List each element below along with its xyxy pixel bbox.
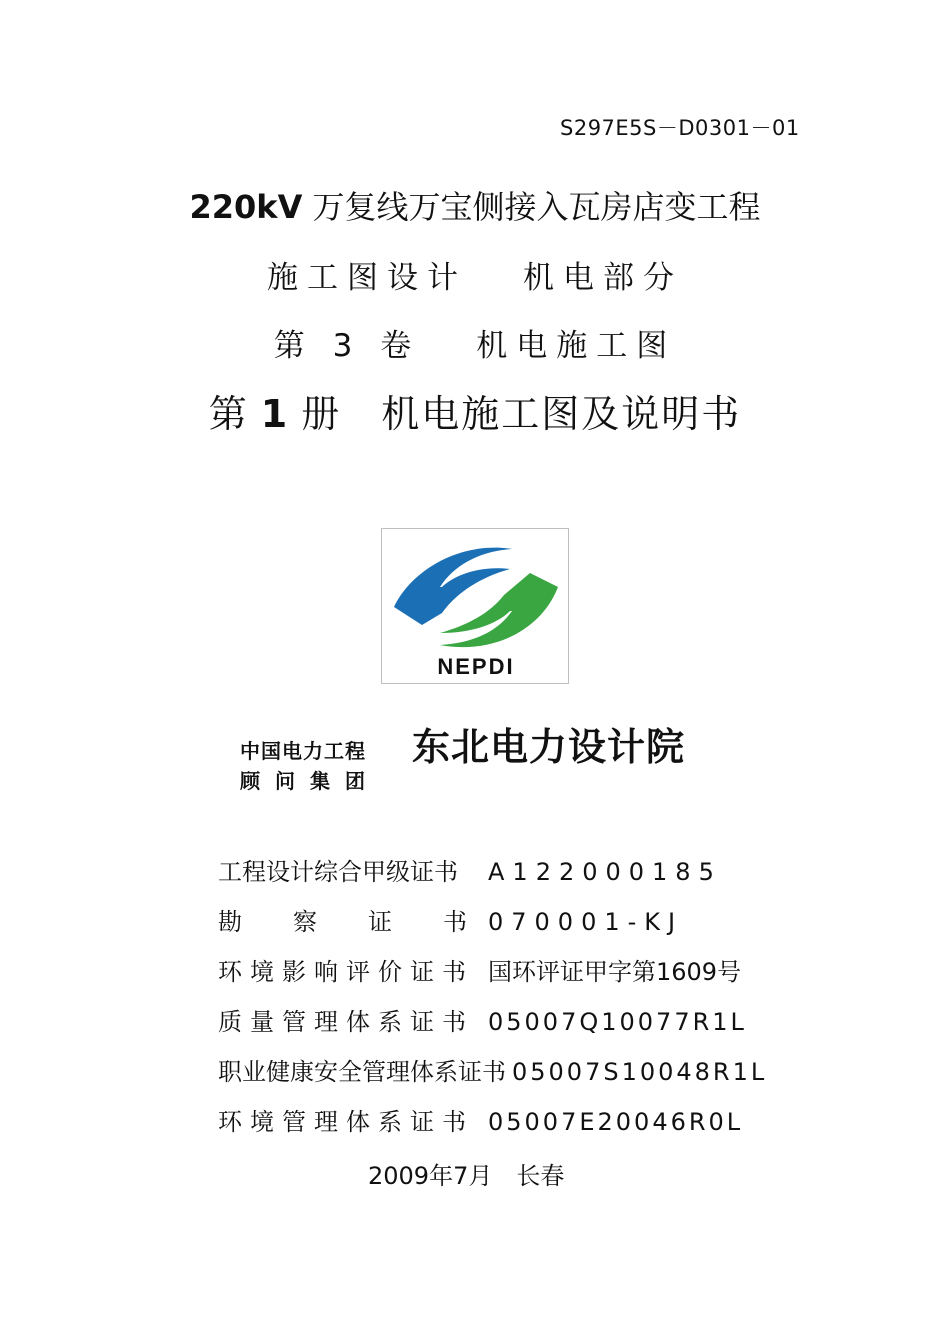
- cert-label: 勘察证书: [218, 908, 518, 936]
- cert-row: [218, 1052, 767, 1087]
- book-number: 1: [260, 392, 290, 436]
- volume-line: [0, 320, 950, 365]
- project-name: 万复线万宝侧接入瓦房店变工程: [312, 188, 761, 226]
- cert-label: 职业健康安全管理体系证书: [218, 1058, 506, 1086]
- book-title: 机电施工图及说明书: [381, 392, 742, 436]
- logo-text: NEPDI: [437, 654, 515, 679]
- issue-footer: [368, 1156, 564, 1191]
- cert-value: 070001-KJ: [488, 908, 684, 936]
- cert-value: A122000185: [488, 858, 722, 886]
- book-prefix: 第: [208, 392, 249, 436]
- cert-value: 05007S10048R1L: [512, 1058, 768, 1086]
- volume-number: 第 3 卷: [273, 328, 421, 364]
- nepdi-logo-icon: [382, 529, 568, 683]
- design-part: 机电部分: [523, 260, 683, 296]
- cert-row: [218, 902, 683, 937]
- cert-row: [218, 952, 741, 987]
- project-voltage: 220kV: [189, 188, 303, 226]
- document-code: S297E5S－D0301－01: [560, 116, 800, 140]
- cert-label: 质量管理体系证书: [218, 1008, 474, 1036]
- volume-title: 机电施工图: [476, 328, 677, 364]
- design-stage: 施工图设计: [267, 260, 467, 296]
- design-stage-line: [0, 252, 950, 297]
- project-title: [0, 182, 950, 228]
- cert-value: 05007Q10077R1L: [488, 1008, 747, 1036]
- institute-name: 东北电力设计院: [412, 725, 686, 769]
- cert-value: 国环评证甲字第1609号: [488, 958, 742, 986]
- issue-city: 长春: [516, 1162, 565, 1190]
- cert-row: [218, 1002, 747, 1037]
- cert-value: 05007E20046R0L: [488, 1108, 744, 1136]
- cert-label: 环境管理体系证书: [218, 1108, 474, 1136]
- cert-label: 工程设计综合甲级证书: [218, 858, 458, 886]
- group-name-line1: 中国电力工程: [240, 739, 366, 763]
- cert-row: [218, 1102, 743, 1137]
- cert-label: 环境影响评价证书: [218, 958, 474, 986]
- cert-row: [218, 852, 722, 887]
- group-name-line2: 顾问集团: [240, 769, 380, 793]
- company-logo: [381, 528, 569, 684]
- book-line: [0, 383, 950, 438]
- issue-date: 2009年7月: [368, 1162, 493, 1190]
- book-suffix: 册: [301, 392, 342, 436]
